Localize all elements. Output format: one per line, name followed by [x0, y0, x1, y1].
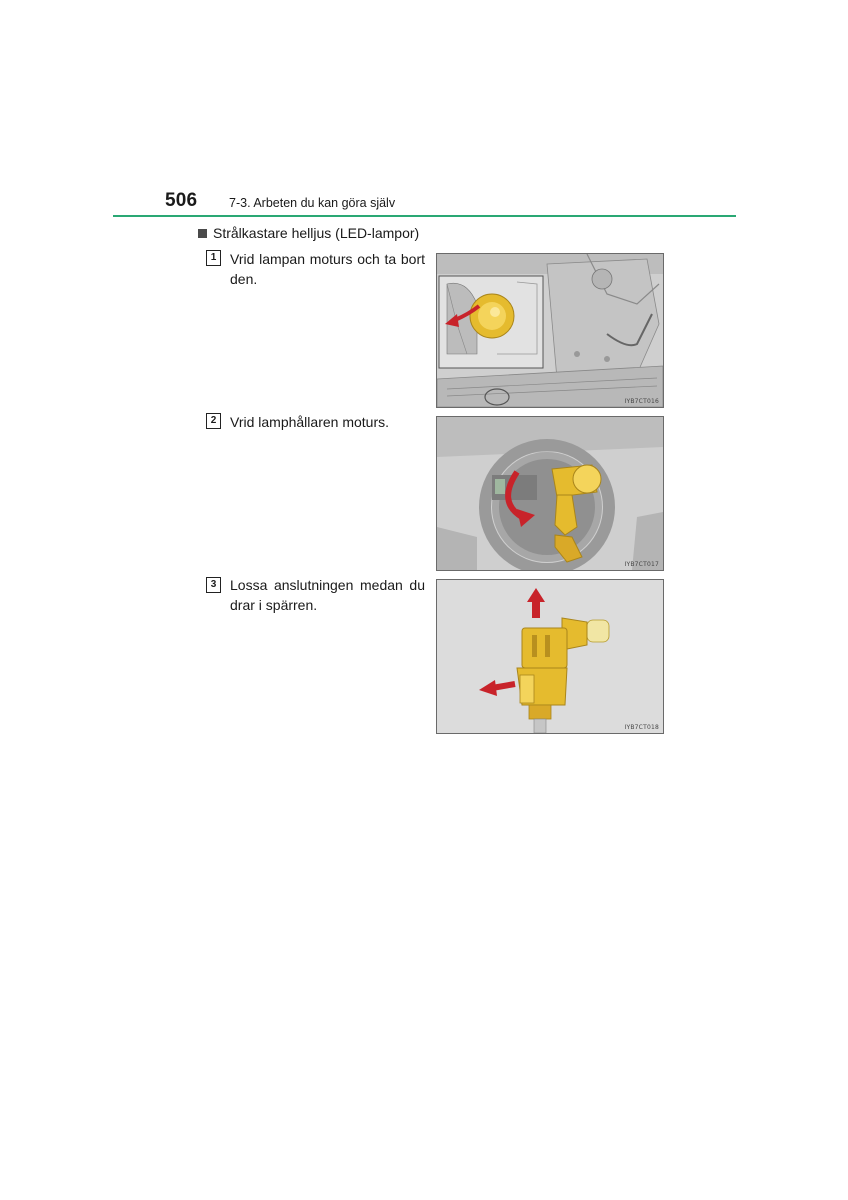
step-3-number: 3 [206, 577, 221, 593]
engine-bay-illustration [437, 254, 663, 407]
figure-1 [436, 253, 664, 408]
step-1-text: Vrid lampan moturs och ta bort den. [230, 251, 425, 287]
lamp-holder-illustration [437, 417, 663, 570]
figure-3-code: IYB7CT018 [624, 724, 659, 731]
figure-1-code: IYB7CT016 [624, 398, 659, 405]
figure-2 [436, 416, 664, 571]
square-bullet-icon [198, 229, 207, 238]
header-rule [113, 215, 736, 217]
step-2-text: Vrid lamphållaren moturs. [230, 414, 389, 430]
figure-2-code: IYB7CT017 [624, 561, 659, 568]
figure-3 [436, 579, 664, 734]
step-3-text: Lossa anslutningen medan du drar i spärren. [230, 577, 425, 613]
step-2-number: 2 [206, 413, 221, 429]
step-1-number: 1 [206, 250, 221, 266]
chapter-title: 7-3. Arbeten du kan göra själv [229, 196, 396, 210]
page-number: 506 [165, 190, 198, 211]
section-heading [198, 225, 419, 241]
section-heading-text: Strålkastare helljus (LED-lampor) [213, 225, 420, 241]
connector-release-illustration [437, 580, 663, 733]
